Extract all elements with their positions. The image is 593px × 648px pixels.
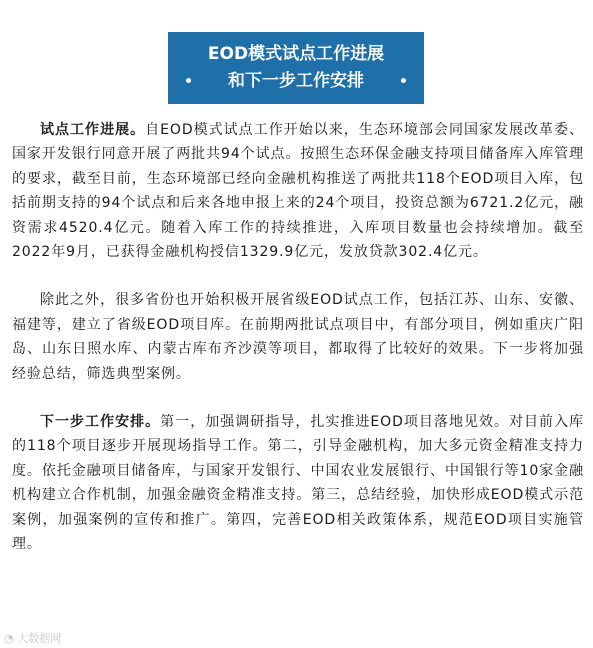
- title-banner: [168, 32, 424, 104]
- title-line-1: EOD模式试点工作进展: [207, 44, 385, 64]
- watermark-text: 大数据网: [17, 632, 62, 645]
- paragraph-next-steps: [12, 410, 584, 556]
- watermark: [4, 630, 61, 646]
- paragraph-heading: 试点工作进展。: [40, 122, 146, 138]
- paragraph-text: 除此之外，很多省份也开始积极开展省级EOD试点工作，包括江苏、山东、安徽、福建等，建立了省级EOD项目库。在前期两批试点项目中，有部分项目，例如重庆广阳岛、山东日照水库、内蒙古库布齐沙漠等项目，都取得了比较好的效果。下一步将加强经验总结，筛选典型案例。: [12, 292, 584, 382]
- paragraph-provincial: [12, 288, 584, 386]
- paragraph-heading: 下一步工作安排。: [40, 414, 161, 431]
- bullet-dot-left: [186, 78, 191, 83]
- article-body: [12, 118, 584, 581]
- watermark-logo-icon: ◔: [4, 632, 18, 645]
- paragraph-progress: [12, 118, 584, 264]
- paragraph-text: 自EOD模式试点工作开始以来，生态环境部会同国家发展改革委、国家开发银行同意开展了两批共94个试点。按照生态环保金融支持项目储备库入库管理的要求，截至目前，生态环境部已经向金融机构推送了两批共118个EOD项目入库，包括前期支持的94个试点和后来各地申报上来的24个项目，投资总额为6721.2亿元，融资需求4520.4亿元。随着入库工作的持续推进，入库项目数量也会持续增加。截至2022年9月，已获得金融机构授信1329.9亿元，发放贷款302.4亿元。: [12, 122, 584, 261]
- bullet-dot-right: [401, 78, 406, 83]
- paragraph-text: 第一，加强调研指导，扎实推进EOD项目落地见效。对目前入库的118个项目逐步开展现场指导工作。第二，引导金融机构，加大多元资金精准支持力度。依托金融项目储备库，与国家开发银行、中国农业发展银行、中国银行等10家金融机构建立合作机制，加强金融资金精准支持。第三，总结经验，加快形成EOD模式示范案例，加强案例的宣传和推广。第四，完善EOD相关政策体系，规范EOD项目实施管理。: [12, 414, 584, 553]
- title-line-2: 和下一步工作安排: [228, 71, 364, 91]
